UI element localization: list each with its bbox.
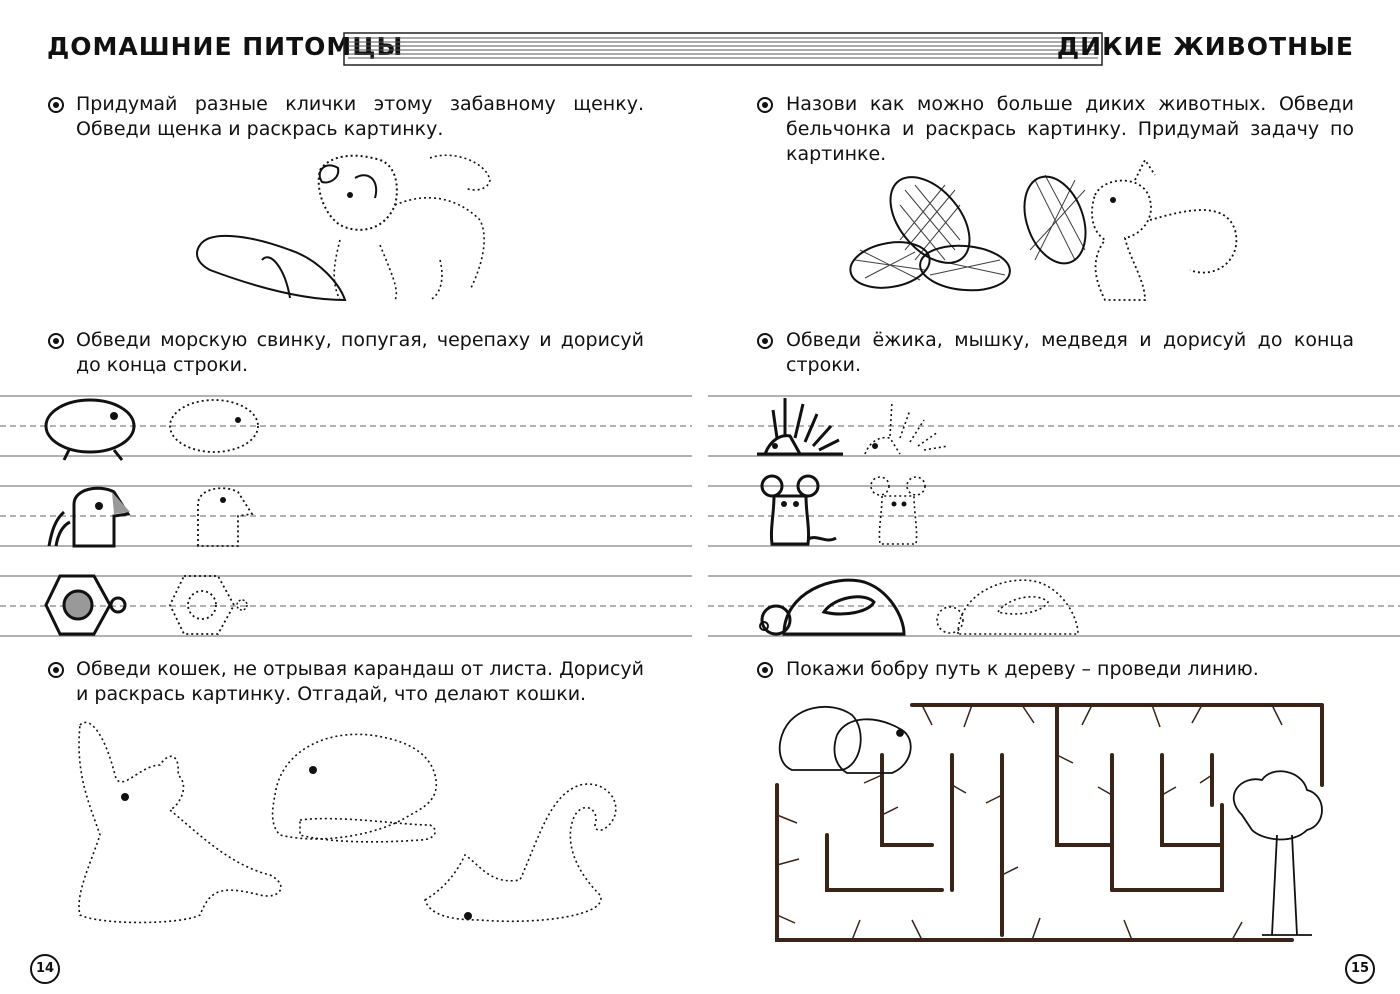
bullet-icon <box>757 662 773 678</box>
parrot-trace-icon <box>168 484 258 548</box>
cats-tracing-illustration <box>60 715 640 955</box>
bullet-icon <box>48 333 64 349</box>
bear-trace-icon <box>928 572 1078 636</box>
right-task-2-text: Обведи ёжика, мышку, медведя и дорисуй до конца строки. <box>786 329 1354 376</box>
right-page-header: ДИКИЕ ЖИВОТНЫЕ <box>1056 32 1354 61</box>
guinea-pig-icon <box>44 398 144 460</box>
bullet-icon <box>757 333 773 349</box>
header-rule <box>344 32 1102 66</box>
bullet-icon <box>757 97 773 113</box>
guinea-pig-trace-icon <box>168 398 268 460</box>
left-page-number: 14 <box>30 954 60 984</box>
parrot-icon <box>44 484 134 548</box>
beaver-maze-illustration[interactable] <box>772 695 1340 945</box>
bullet-icon <box>48 662 64 678</box>
left-task-1-text: Придумай разные клички этому забавному щенку. Обведи щенка и раскрась картинку. <box>76 93 644 140</box>
right-task-1-text: Назови как можно больше диких животных. Обведи бельчонка и раскрась картинку. Придумай задачу по картинке. <box>786 93 1354 165</box>
mouse-icon <box>760 474 840 546</box>
mouse-trace-icon <box>868 474 948 546</box>
right-task-3-text: Покажи бобру путь к дереву – проведи линию. <box>786 658 1259 680</box>
bear-icon <box>754 572 904 636</box>
left-task-2-text: Обведи морскую свинку, попугая, черепаху и дорисуй до конца строки. <box>76 329 644 376</box>
turtle-trace-icon <box>168 574 258 636</box>
squirrel-and-cones-illustration <box>845 160 1265 310</box>
hedgehog-icon <box>755 396 845 456</box>
bullet-icon <box>48 97 64 113</box>
left-page-header: ДОМАШНИЕ ПИТОМЦЫ <box>47 32 404 61</box>
turtle-icon <box>44 574 134 636</box>
right-page-number: 15 <box>1345 954 1375 984</box>
hedgehog-trace-icon <box>860 396 950 456</box>
left-task-3-text: Обведи кошек, не отрывая карандаш от листа. Дорисуй и раскрась картинку. Отгадай, что делают кошки. <box>76 658 644 705</box>
puppy-tracing-illustration <box>190 150 510 310</box>
